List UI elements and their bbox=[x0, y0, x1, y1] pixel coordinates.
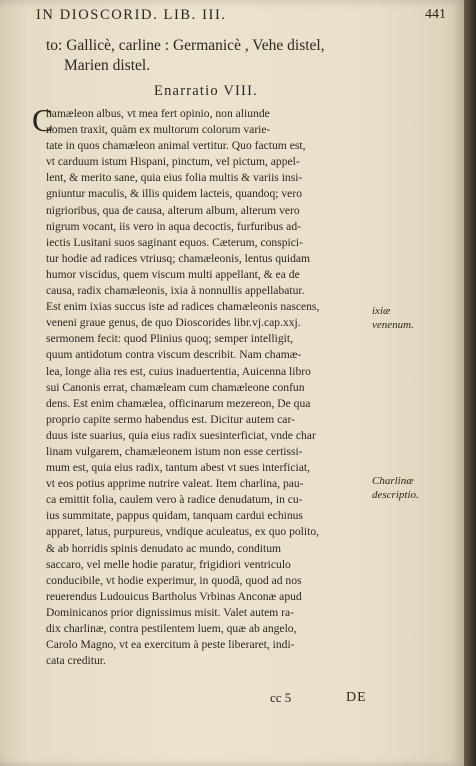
page-number: 441 bbox=[425, 7, 446, 22]
text-line: ius summitate, pappus quidam, tanquam cardui echinus bbox=[46, 509, 303, 523]
text-line: hamæleon albus, vt mea fert opinio, non aliunde bbox=[46, 107, 270, 120]
text-line: nigrum vocant, iis vero in aqua decoctis, furfuribus ad- bbox=[46, 219, 301, 233]
text-line: conducibile, vt hodie experimur, in quodã, quod ad nos bbox=[46, 573, 302, 587]
text-line: sui Canonis errat, chamæleam cum chamæleone confun bbox=[46, 380, 305, 394]
commentary-paragraph bbox=[32, 102, 366, 669]
drop-cap: C bbox=[32, 102, 54, 138]
text-line: tur hodie ad radices vtriusq; chamæleonis, lentus quidam bbox=[46, 251, 311, 265]
text-line: sermonem fecit: quod Plinius quoq; semper intelligit, bbox=[46, 332, 293, 346]
margin-note-line: descriptio. bbox=[372, 489, 419, 501]
text-line: ca emittit folia, caulem vero à radice denudatum, in cu- bbox=[46, 493, 303, 507]
text-line: reuerendus Ludouicus Bartholus Vrbinas Anconæ apud bbox=[46, 589, 302, 603]
text-line: Dominicanos prior dignissimus misit. Valet autem ra- bbox=[46, 605, 295, 619]
text-line: nomen traxit, quàm ex multorum colorum varie- bbox=[46, 123, 271, 137]
margin-note-line: ixiæ bbox=[372, 305, 391, 317]
text-line: mum est, quia eius radix, tantum abest vt sues interficiat, bbox=[46, 461, 311, 475]
text-line: Est enim ixias succus iste ad radices chamæleonis nascens, bbox=[46, 300, 320, 314]
text-line: apparet, latus, purpureus, vndique aculeatus, ex quo polito, bbox=[46, 525, 320, 539]
paragraph-lines bbox=[46, 106, 366, 669]
text-line: veneni graue genus, de quo Dioscorides libr.vj.cap.xxj. bbox=[46, 316, 301, 330]
text-line: vt eos potius apprime nutrire valeat. Item charlina, pau- bbox=[46, 477, 304, 491]
text-line: duus iste suarius, quia eius radix suesinterficiat, vnde char bbox=[46, 428, 316, 442]
margin-note-line: venenum. bbox=[372, 319, 414, 331]
text-line: causa, radix chamæleonis, ixia à nonnullis appellabatur. bbox=[46, 284, 305, 298]
text-line: dens. Est enim chamælea, officinarum mezereon, De qua bbox=[46, 396, 311, 410]
text-line: proprio capite sermo habendus est. Dicitur autem car- bbox=[46, 412, 295, 426]
text-line: dix charlinæ, contra pestilentem luem, quæ ab angelo, bbox=[46, 622, 297, 635]
main-text-block bbox=[32, 36, 366, 669]
running-title: IN DIOSCORID. LIB. III. bbox=[36, 7, 227, 23]
signature-mark: cc 5 bbox=[270, 690, 292, 705]
text-line: & ab horridis spinis denudato ac mundo, conditum bbox=[46, 541, 282, 555]
text-line: iectis Lusitani suos saginant equos. Cæterum, conspici- bbox=[46, 235, 303, 249]
text-line: quum antidotum contra viscum describit. Nam chamæ- bbox=[46, 348, 302, 362]
margin-note-ixia bbox=[372, 304, 414, 332]
margin-note-charlina bbox=[372, 474, 419, 502]
text-line: Carolo Magno, vt ea exercitum à peste liberaret, indi- bbox=[46, 638, 295, 652]
text-line: linam vulgarem, chamæleonem istum non esse certissi- bbox=[46, 444, 303, 458]
text-line: humor viscidus, quem viscum multi appellant, & ea de bbox=[46, 267, 300, 281]
text-line: vt carduum istum Hispani, pinctum, vel pictum, appel- bbox=[46, 155, 300, 169]
text-line: cata creditur. bbox=[46, 654, 106, 668]
continuation-line: Marien distel. bbox=[64, 57, 151, 74]
text-line: tate in quos chamæleon animal vertitur. Quo factum est, bbox=[46, 139, 306, 153]
text-line: nigrioribus, qua de causa, alterum album, alterum vero bbox=[46, 203, 300, 217]
page-edge-shadow bbox=[464, 0, 476, 766]
page-footer bbox=[46, 690, 376, 710]
text-line: gniuntur maculis, & illis quidem lacteis, quandoq; vero bbox=[46, 187, 302, 201]
continuation-line: to: Gallicè, carline : Germanicè , Vehe distel, bbox=[46, 37, 325, 54]
text-line: saccaro, vel melle hodie paratur, frigidiori ventriculo bbox=[46, 557, 291, 571]
text-line: lent, & merito sane, quia eius folia multis & variis insi- bbox=[46, 171, 303, 185]
text-line: lea, longe alia res est, cuius inaduertentia, Auicenna libro bbox=[46, 364, 311, 378]
margin-note-line: Charlinæ bbox=[372, 475, 414, 487]
section-heading: Enarratio VIII. bbox=[154, 83, 258, 99]
catchword: DE bbox=[346, 690, 367, 705]
page-header bbox=[36, 7, 452, 29]
